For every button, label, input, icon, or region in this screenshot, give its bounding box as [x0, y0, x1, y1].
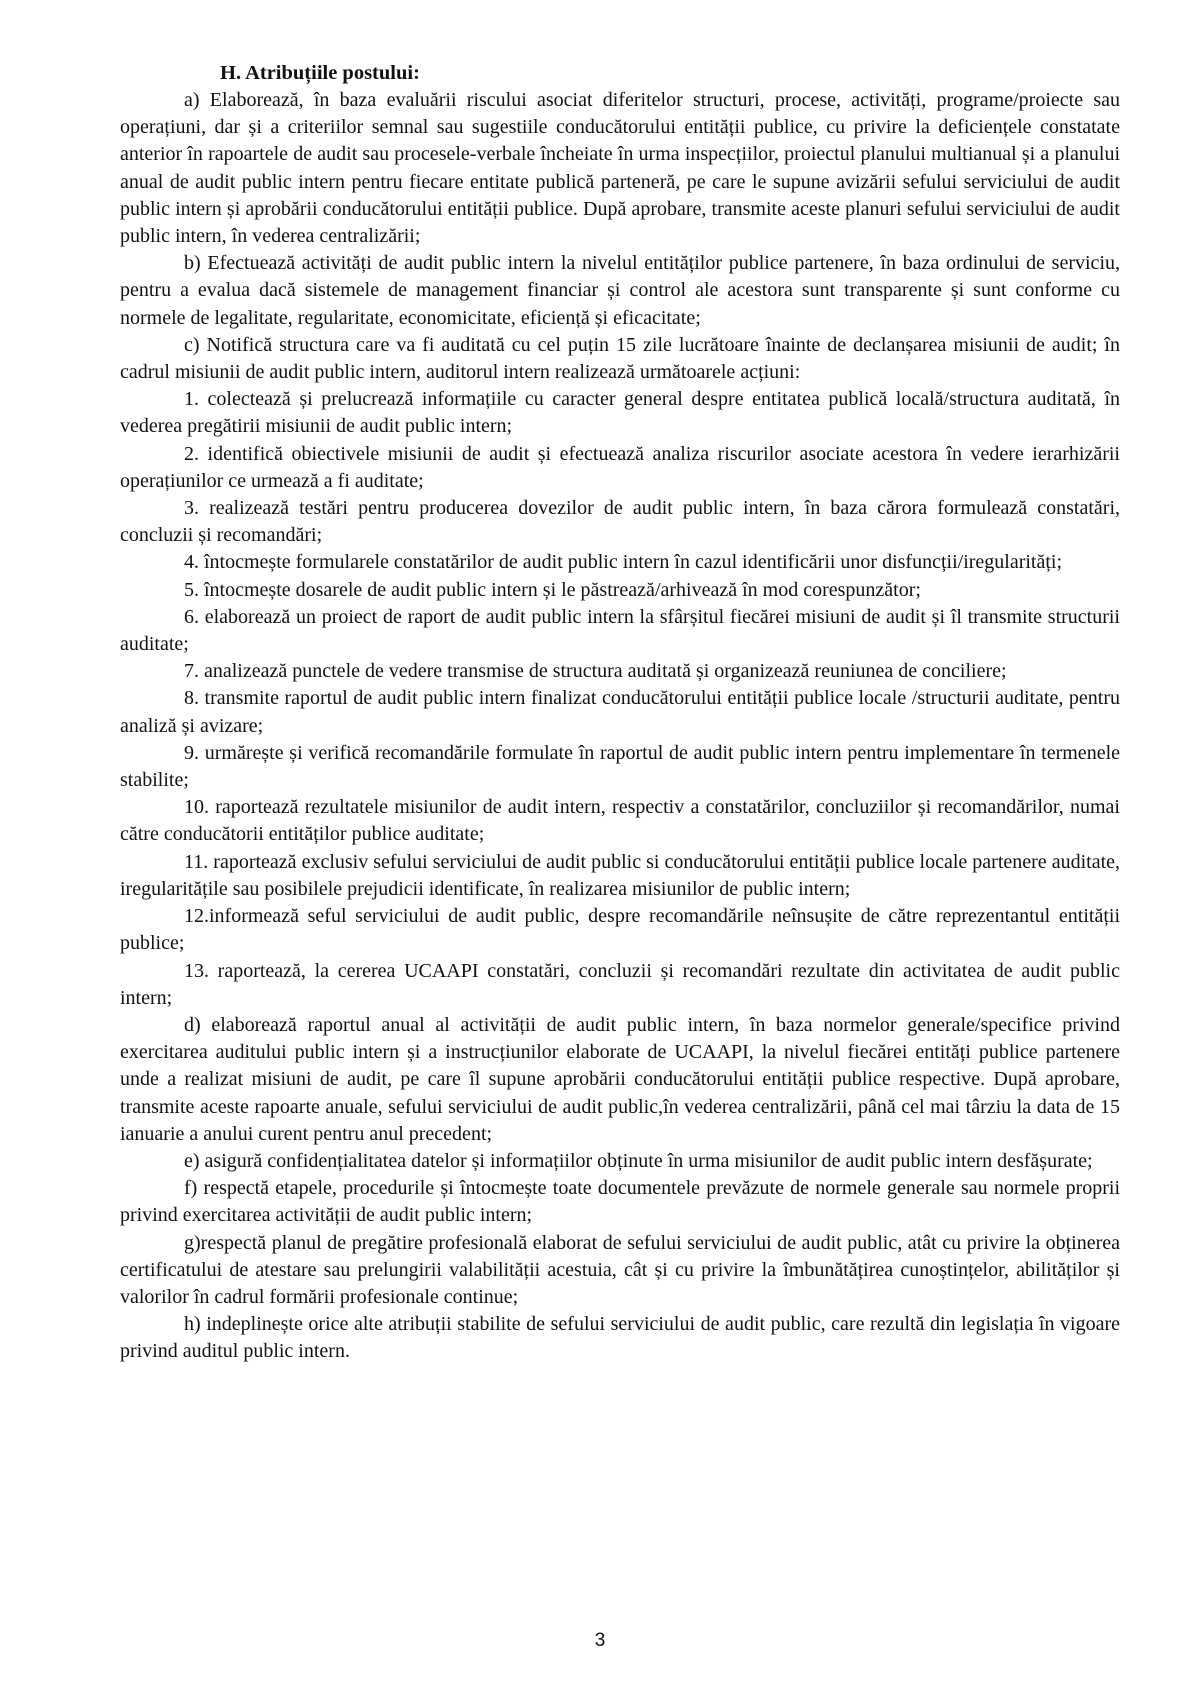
paragraph-g: g)respectă planul de pregătire profesională elaborat de sefului serviciului de audit public, atât cu privire la obținerea certificatului de atestare sau prelungirii valabilității acestuia, cât și cu privire la îmbunătățirea cunoștințelor, abilităților și valorilor în cadrul formării profesionale continue; — [120, 1231, 1120, 1308]
list-item-5: 5. întocmește dosarele de audit public intern și le păstrează/arhivează în mod corespunzător; — [184, 578, 921, 601]
list-item-11: 11. raportează exclusiv sefului serviciului de audit public si conducătorului entității publice locale partenere auditate, iregularitățile sau posibilele prejudicii identificate, în realizarea misiunilor de public intern; — [120, 850, 1120, 900]
list-item-1: 1. colectează și prelucrează informațiile cu caracter general despre entitatea publică locală/structura auditată, în vederea pregătirii misiunii de audit public intern; — [120, 388, 1120, 438]
list-item-9: 9. urmărește și verifică recomandările formulate în raportul de audit public intern pentru implementare în termenele stabilite; — [120, 741, 1120, 792]
list-item-12: 12.informează seful serviciului de audit public, despre recomandările neînsușite de către reprezentantul entității publice; — [120, 905, 1120, 955]
list-item-6: 6. elaborează un proiect de raport de audit public intern la sfârșitul fiecărei misiuni de audit și îl transmite structurii auditate; — [120, 605, 1120, 656]
paragraph-c: c) Notifică structura care va fi auditată cu cel puțin 15 zile lucrătoare înainte de declanșarea misiunii de audit; în cadrul misiunii de audit public intern, auditorul intern realizează următoarele acțiuni: — [120, 333, 1120, 384]
list-item-10: 10. raportează rezultatele misiunilor de audit intern, respectiv a constatărilor, concluziilor și recomandărilor, numai către conducătorii entităților publice auditate; — [120, 796, 1120, 846]
list-item-7: 7. analizează punctele de vedere transmise de structura auditată și organizează reuniunea de conciliere; — [184, 660, 1007, 683]
section-heading: H. Atribuțiile postului: — [220, 62, 420, 84]
paragraph-e: e) asigură confidențialitatea datelor și informațiilor obținute în urma misiunilor de audit public intern desfășurate; — [184, 1149, 1093, 1172]
page-number: 3 — [594, 1630, 606, 1651]
list-item-2: 2. identifică obiectivele misiunii de audit și efectuează analiza riscurilor asociate acestora în vedere ierarhizării operațiunilor ce urmează a fi auditate; — [120, 442, 1120, 492]
list-item-4: 4. întocmește formularele constatărilor de audit public intern în cazul identificării unor disfuncții/iregularități; — [184, 551, 1063, 574]
document-body — [120, 60, 1120, 1366]
paragraph-d: d) elaborează raportul anual al activității de audit public intern, în baza normelor generale/specifice privind exercitarea auditului public intern și a instrucțiunilor elaborate de UCAAPI, la nivelul fiecărei entități publice partenere unde a realizat misiuni de audit, pe care îl supune aprobării conducătorului entității publice respective. După aprobare, transmite aceste rapoarte anuale, sefului serviciului de audit public,în vederea centralizării, până cel mai târziu la data de 15 ianuarie a anului curent pentru anul precedent; — [120, 1013, 1120, 1145]
list-item-3: 3. realizează testări pentru producerea dovezilor de audit public intern, în baza cărora formulează constatări, concluzii și recomandări; — [120, 497, 1120, 547]
list-item-8: 8. transmite raportul de audit public intern finalizat conducătorului entității publice locale /structurii auditate, pentru analiză și avizare; — [120, 687, 1120, 737]
paragraph-b: b) Efectuează activități de audit public intern la nivelul entităților publice partenere, în baza ordinului de serviciu, pentru a evalua dacă sistemele de management financiar și control ale acestora sunt transparente și sunt conforme cu normele de legalitate, regularitate, economicitate, eficiență și eficacitate; — [120, 252, 1120, 329]
paragraph-a: a) Elaborează, în baza evaluării riscului asociat diferitelor structuri, procese, activități, programe/proiecte sau operațiuni, dar și a criteriilor semnal sau sugestiile conducătorului entității publice, cu privire la deficiențele constatate anterior în rapoartele de audit sau procesele-verbale încheiate în urma inspecțiilor, proiectul planului multianual și a planului anual de audit public intern pentru fiecare entitate publică parteneră, pe care le supune avizării sefului serviciului de audit public intern și aprobării conducătorului entității publice. După aprobare, transmite aceste planuri sefului serviciului de audit public intern, în vederea centralizării; — [120, 89, 1120, 248]
paragraph-h: h) indeplinește orice alte atribuții stabilite de sefului serviciului de audit public, care rezultă din legislația în vigoare privind auditul public intern. — [120, 1313, 1120, 1363]
paragraph-f: f) respectă etapele, procedurile și întocmește toate documentele prevăzute de normele generale sau normele proprii privind exercitarea activității de audit public intern; — [120, 1177, 1120, 1227]
list-item-13: 13. raportează, la cererea UCAAPI constatări, concluzii și recomandări rezultate din activitatea de audit public intern; — [120, 959, 1120, 1009]
